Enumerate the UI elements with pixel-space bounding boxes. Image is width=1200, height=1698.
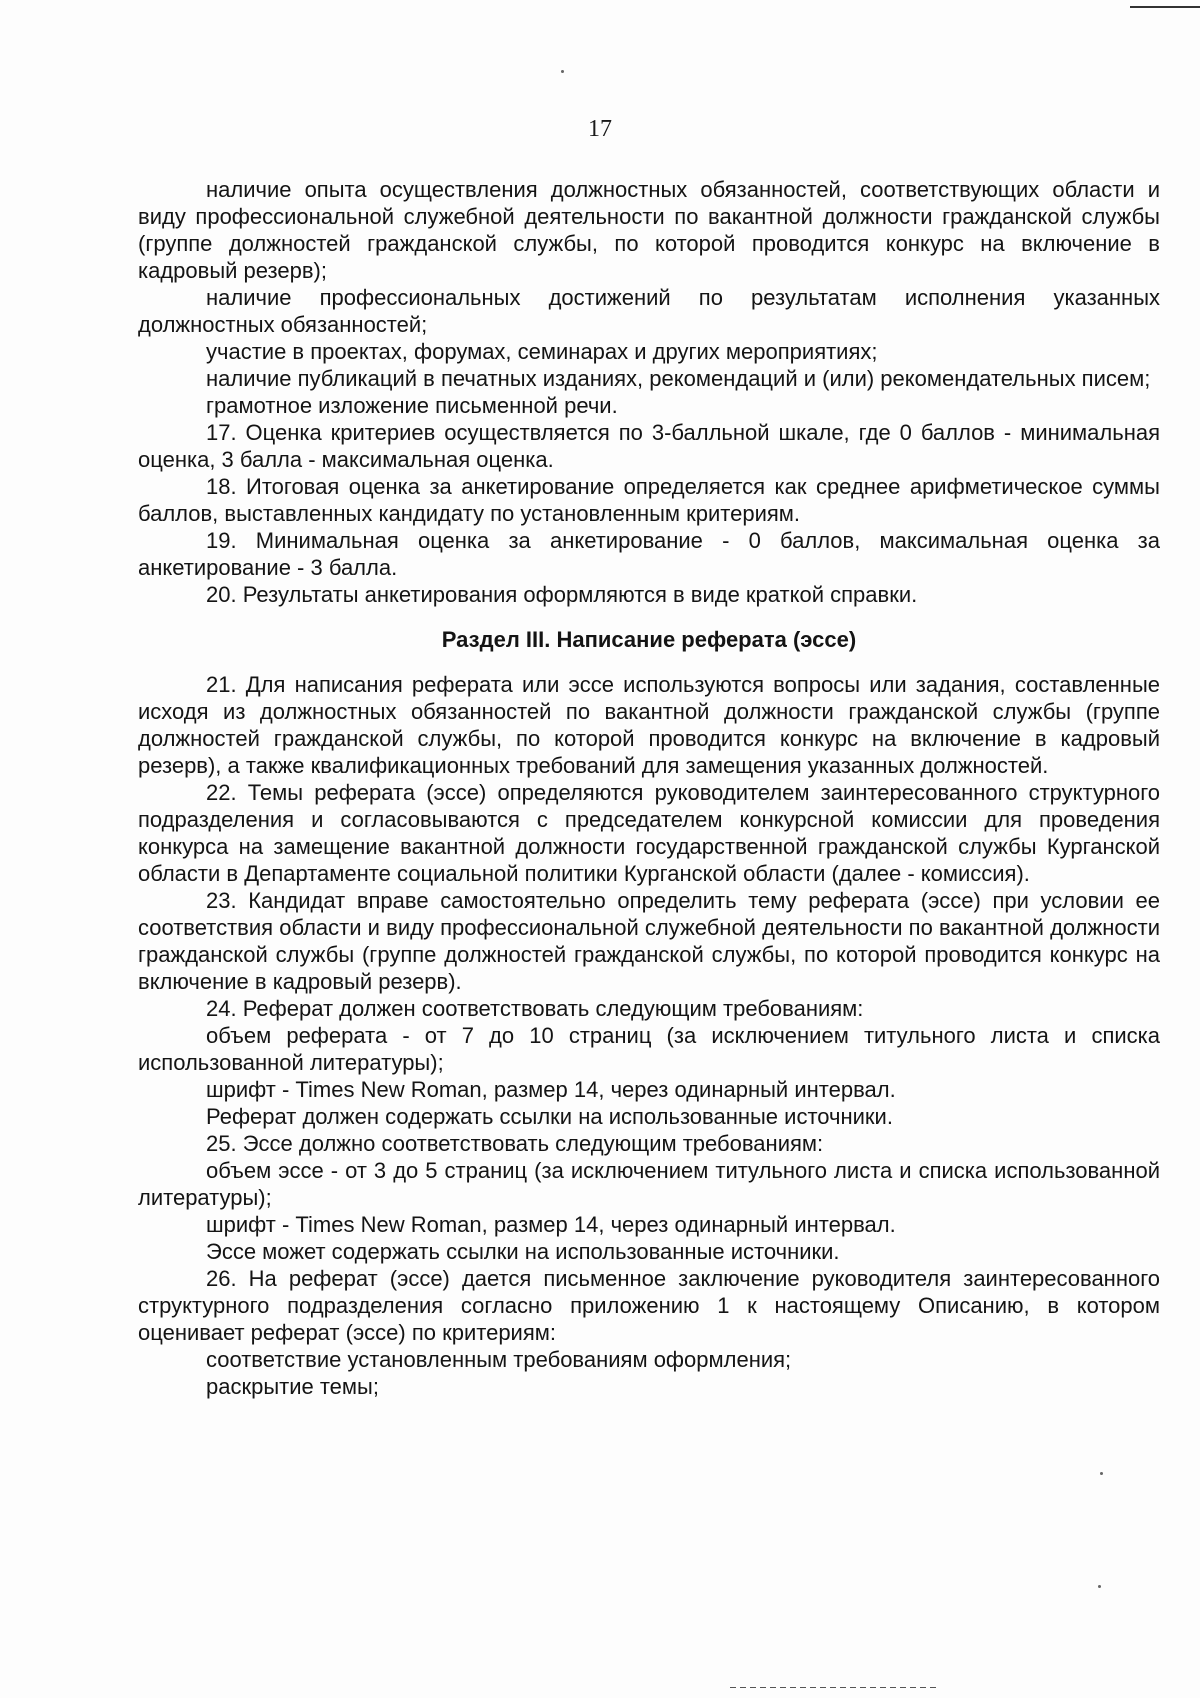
- paragraph: 22. Темы реферата (эссе) определяются руководителем заинтересованного структурного подразделения и согласовываются с председателем конкурсной комиссии для проведения конкурса на замещение вакантной должности государственной гражданской службы Курганской области в Департаменте социальной политики Курганской области (далее - комиссия).: [138, 780, 1160, 886]
- paragraph: наличие опыта осуществления должностных обязанностей, соответствующих области и виду профессиональной служебной деятельности по вакантной должности гражданской службы (группе должностей гражданской службы, по которой проводится конкурс на включение в кадровый резерв);: [138, 177, 1160, 283]
- paragraph: Эссе может содержать ссылки на использованные источники.: [206, 1239, 840, 1264]
- paragraph: раскрытие темы;: [206, 1374, 379, 1399]
- document-body: [138, 176, 1160, 1400]
- paragraph: 25. Эссе должно соответствовать следующим требованиям:: [206, 1131, 824, 1156]
- paragraph: шрифт - Times New Roman, размер 14, через одинарный интервал.: [206, 1077, 896, 1102]
- scan-speck: [1098, 1585, 1101, 1588]
- paragraph: 21. Для написания реферата или эссе используются вопросы или задания, составленные исходя из должностных обязанностей по вакантной должности гражданской службы (группе должностей гражданской службы, по которой проводится конкурс на включение в кадровый резерв), а также квалификационных требований для замещения указанных должностей.: [138, 672, 1160, 778]
- scan-artifact-mark: [1130, 6, 1200, 8]
- paragraph: 26. На реферат (эссе) дается письменное заключение руководителя заинтересованного структурного подразделения согласно приложению 1 к настоящему Описанию, в котором оценивает реферат (эссе) по критериям:: [138, 1266, 1160, 1345]
- paragraph: грамотное изложение письменной речи.: [206, 393, 618, 418]
- scan-speck: [1100, 1472, 1103, 1475]
- paragraph: участие в проектах, форумах, семинарах и других мероприятиях;: [206, 339, 878, 364]
- section-heading: Раздел III. Написание реферата (эссе): [441, 627, 857, 652]
- paragraph: 19. Минимальная оценка за анкетирование - 0 баллов, максимальная оценка за анкетирование - 3 балла.: [138, 528, 1160, 580]
- paragraph: шрифт - Times New Roman, размер 14, через одинарный интервал.: [206, 1212, 896, 1237]
- scan-artifact-line: [730, 1687, 940, 1688]
- paragraph: 24. Реферат должен соответствовать следующим требованиям:: [206, 996, 864, 1021]
- paragraph: Реферат должен содержать ссылки на использованные источники.: [206, 1104, 893, 1129]
- paragraph: объем реферата - от 7 до 10 страниц (за исключением титульного листа и списка использованной литературы);: [138, 1023, 1160, 1075]
- paragraph: соответствие установленным требованиям оформления;: [206, 1347, 792, 1372]
- paragraph: наличие профессиональных достижений по результатам исполнения указанных должностных обязанностей;: [138, 285, 1160, 337]
- paragraph: 18. Итоговая оценка за анкетирование определяется как среднее арифметическое суммы баллов, выставленных кандидату по установленным критериям.: [138, 474, 1160, 526]
- paragraph: 20. Результаты анкетирования оформляются в виде краткой справки.: [206, 582, 918, 607]
- page-number: 17: [588, 116, 612, 142]
- paragraph: 23. Кандидат вправе самостоятельно определить тему реферата (эссе) при условии ее соответствия области и виду профессиональной служебной деятельности по вакантной должности гражданской службы (группе должностей гражданской службы, по которой проводится конкурс на включение в кадровый резерв).: [138, 888, 1160, 994]
- scan-speck: [561, 70, 564, 73]
- paragraph: наличие публикаций в печатных изданиях, рекомендаций и (или) рекомендательных писем;: [206, 366, 1151, 391]
- paragraph: 17. Оценка критериев осуществляется по 3-балльной шкале, где 0 баллов - минимальная оценка, 3 балла - максимальная оценка.: [138, 420, 1160, 472]
- paragraph: объем эссе - от 3 до 5 страниц (за исключением титульного листа и списка использованной литературы);: [138, 1158, 1160, 1210]
